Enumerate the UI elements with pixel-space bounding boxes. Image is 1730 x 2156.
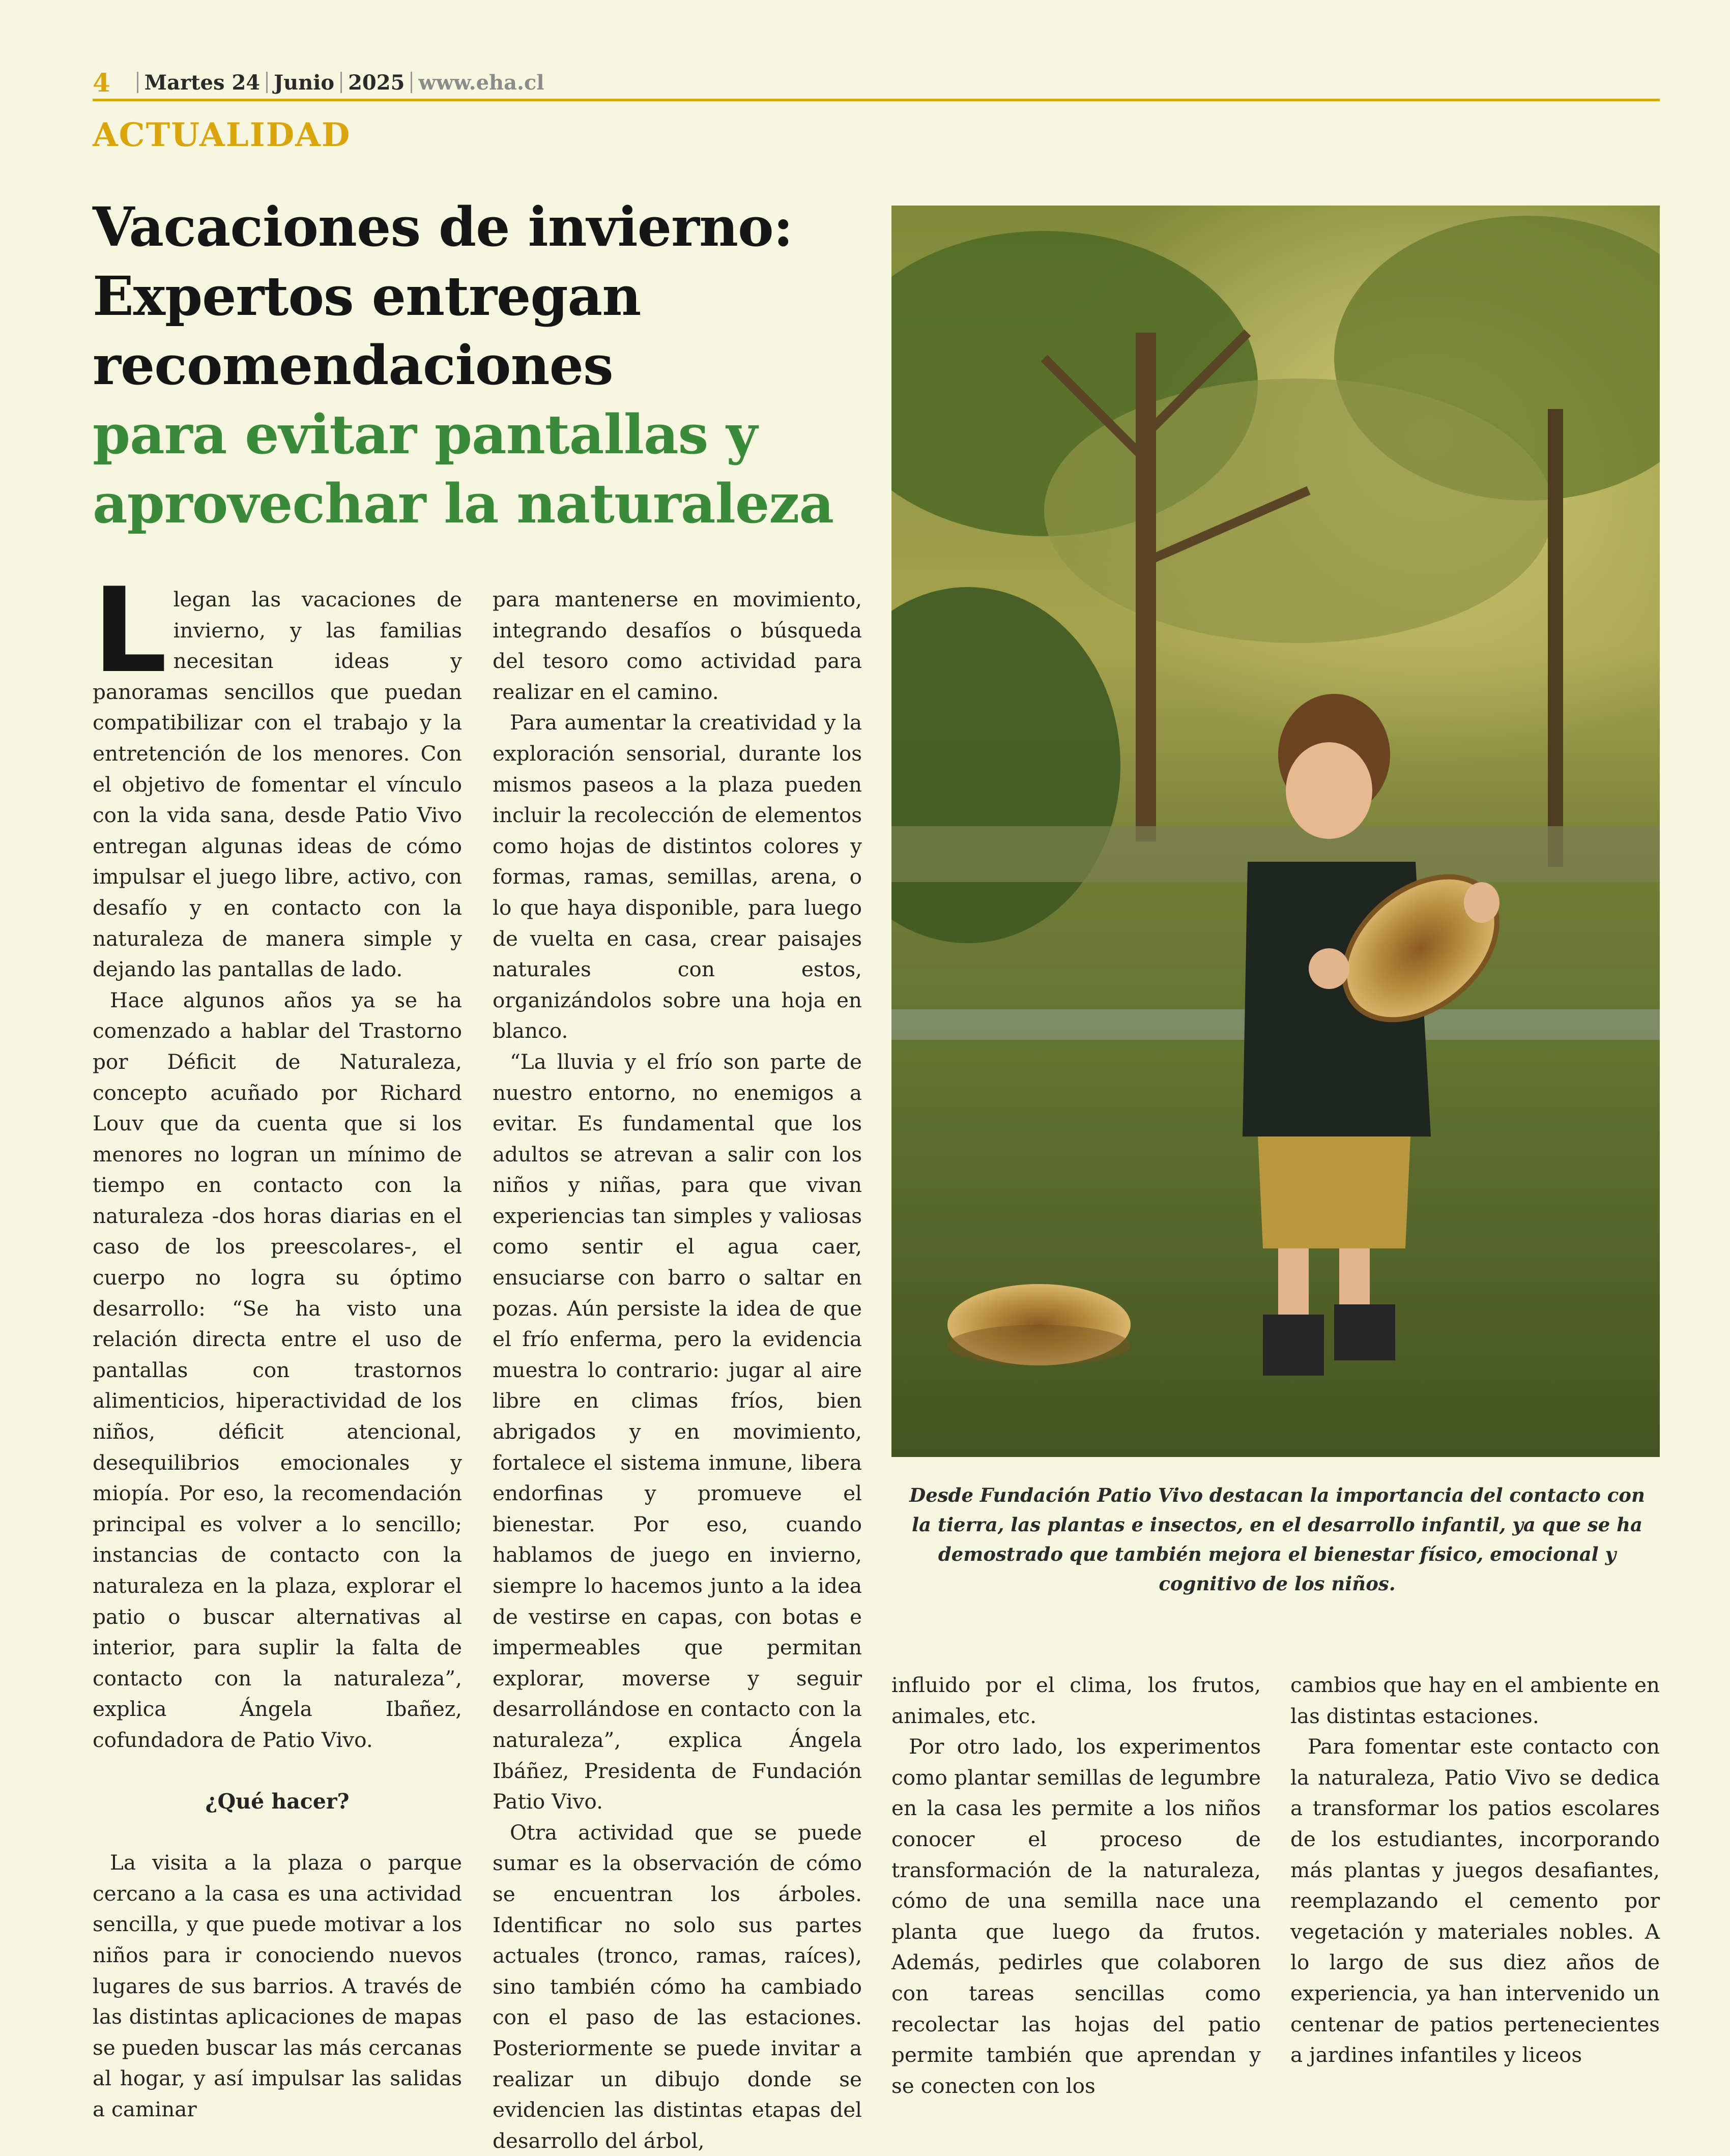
paragraph: para mantenerse en movimiento, integrando desafíos o búsqueda del tesoro como actividad para realizar en el camino. (493, 587, 862, 704)
website-link[interactable]: www.eha.cl (418, 70, 544, 95)
paragraph: Para aumentar la creatividad y la exploración sensorial, durante los mismos paseos a la plaza pueden incluir la recolección de elementos como hojas de distintos colores y formas, ramas, semillas, arena, o lo que haya disponible, para luego de vuelta en casa, crear paisajes naturales con estos, organizándolos sobre una hoja en blanco. (493, 710, 862, 1043)
headline-highlight: para evitar pantallas y aprovechar la naturaleza (93, 402, 834, 535)
page-header (93, 67, 1660, 98)
issue-year: 2025 (348, 70, 405, 95)
paragraph: cambios que hay en el ambiente en las distintas estaciones. (1290, 1673, 1660, 1728)
article-column-2 (493, 584, 862, 2156)
page-number: 4 (93, 67, 110, 98)
article-column-1 (93, 563, 462, 2125)
issue-month: Junio (274, 70, 335, 95)
divider (340, 72, 342, 93)
paragraph: Hace algunos años ya se ha comenzado a hablar del Trastorno por Déficit de Naturaleza, concepto acuñado por Richard Louv que da cuenta que si los menores no logran un mínimo de tiempo en contacto con la naturaleza -dos horas diarias en el caso de los preescolares-, el cuerpo no logra su óptimo desarrollo: “Se ha visto una relación directa entre el uso de pantallas con trastornos alimenticios, hiperactividad de los niños, déficit atencional, desequilibrios emocionales y miopía. Por eso, la recomendación principal es volver a lo sencillo; instancias de contacto con la naturaleza en la plaza, explorar el patio o buscar alternativas al interior, para suplir la falta de contacto con la naturaleza”, explica Ángela Ibañez, cofundadora de Patio Vivo. (93, 987, 462, 1752)
article-photo (891, 206, 1660, 1457)
photo-caption: Desde Fundación Patio Vivo destacan la importancia del contacto con la tierra, las plantas e insectos, en el desarrollo infantil, ya que se ha demostrado que también mejora el bienestar físico, emocional y cognitivo de los niños. (909, 1484, 1645, 1595)
paragraph: Llegan las vacaciones de invierno, y las familias necesitan ideas y panoramas sencillos que puedan compatibilizar con el trabajo y la entretención de los menores. Con el objetivo de fomentar el vínculo con la vida sana, desde Patio Vivo entregan algunas ideas de cómo impulsar el juego libre, activo, con desafío y en contacto con la naturaleza de manera simple y dejando las pantallas de lado. (93, 563, 462, 982)
issue-day: Martes 24 (144, 70, 261, 95)
child-holding-wood-slice-photo (891, 206, 1660, 1457)
header-rule (93, 99, 1660, 101)
divider (266, 72, 268, 93)
paragraph: influido por el clima, los frutos, animales, etc. (891, 1673, 1261, 1728)
paragraph: La visita a la plaza o parque cercano a la casa es una actividad sencilla, y que puede motivar a los niños para ir conociendo nuevos lugares de sus barrios. A través de las distintas aplicaciones de mapas se pueden buscar las más cercanas al hogar, y así impulsar las salidas a caminar (93, 1850, 462, 2121)
article-column-3 (891, 1670, 1261, 2101)
divider (137, 72, 138, 93)
article-column-4 (1290, 1670, 1660, 2071)
divider (411, 72, 412, 93)
paragraph: “La lluvia y el frío son parte de nuestro entorno, no enemigos a evitar. Es fundamental que los adultos se atrevan a salir con los niños y niñas, para que vivan experiencias tan simples y valiosas como sentir el agua caer, ensuciarse con barro o saltar en pozas. Aún persiste la idea de que el frío enferma, pero la evidencia muestra lo contrario: jugar al aire libre en climas fríos, bien abrigados y en movimiento, fortalece el sistema inmune, libera endorfinas y promueve el bienestar. Por eso, cuando hablamos de juego en invierno, siempre lo hacemos junto a la idea de vestirse en capas, con botas e impermeables que permitan explorar, moverse y seguir desarrollándose en contacto con la naturaleza”, explica Ángela Ibáñez, Presidenta de Fundación Patio Vivo. (493, 1049, 862, 1814)
headline-main: Vacaciones de invierno: Expertos entregan recomendaciones (93, 195, 793, 397)
paragraph: Por otro lado, los experimentos como plantar semillas de legumbre en la casa les permite a los niños conocer el proceso de transformación de la naturaleza, cómo de una semilla nace una planta que luego da frutos. Además, pedirles que colaboren con tareas sencillas como recolectar las hojas del patio permite también que aprendan y se conecten con los (891, 1734, 1261, 2098)
paragraph: Para fomentar este contacto con la naturaleza, Patio Vivo se dedica a transformar los patios escolares de los estudiantes, incorporando más plantas y juegos desafiantes, reemplazando el cemento por vegetación y materiales nobles. A lo largo de sus diez años de experiencia, ya han intervenido un centenar de patios pertenecientes a jardines infantiles y liceos (1290, 1734, 1660, 2067)
subheading: ¿Qué hacer? (205, 1789, 350, 1814)
drop-cap: L (93, 563, 167, 699)
paragraph: Otra actividad que se puede sumar es la observación de cómo se encuentran los árboles. Identificar no solo sus partes actuales (tronco, ramas, raíces), sino también cómo ha cambiado con el paso de las estaciones. Posteriormente se puede invitar a realizar un dibujo donde se evidencien las distintas etapas del desarrollo del árbol, (493, 1820, 862, 2153)
section-label: ACTUALIDAD (93, 116, 351, 154)
article-headline (93, 192, 876, 538)
